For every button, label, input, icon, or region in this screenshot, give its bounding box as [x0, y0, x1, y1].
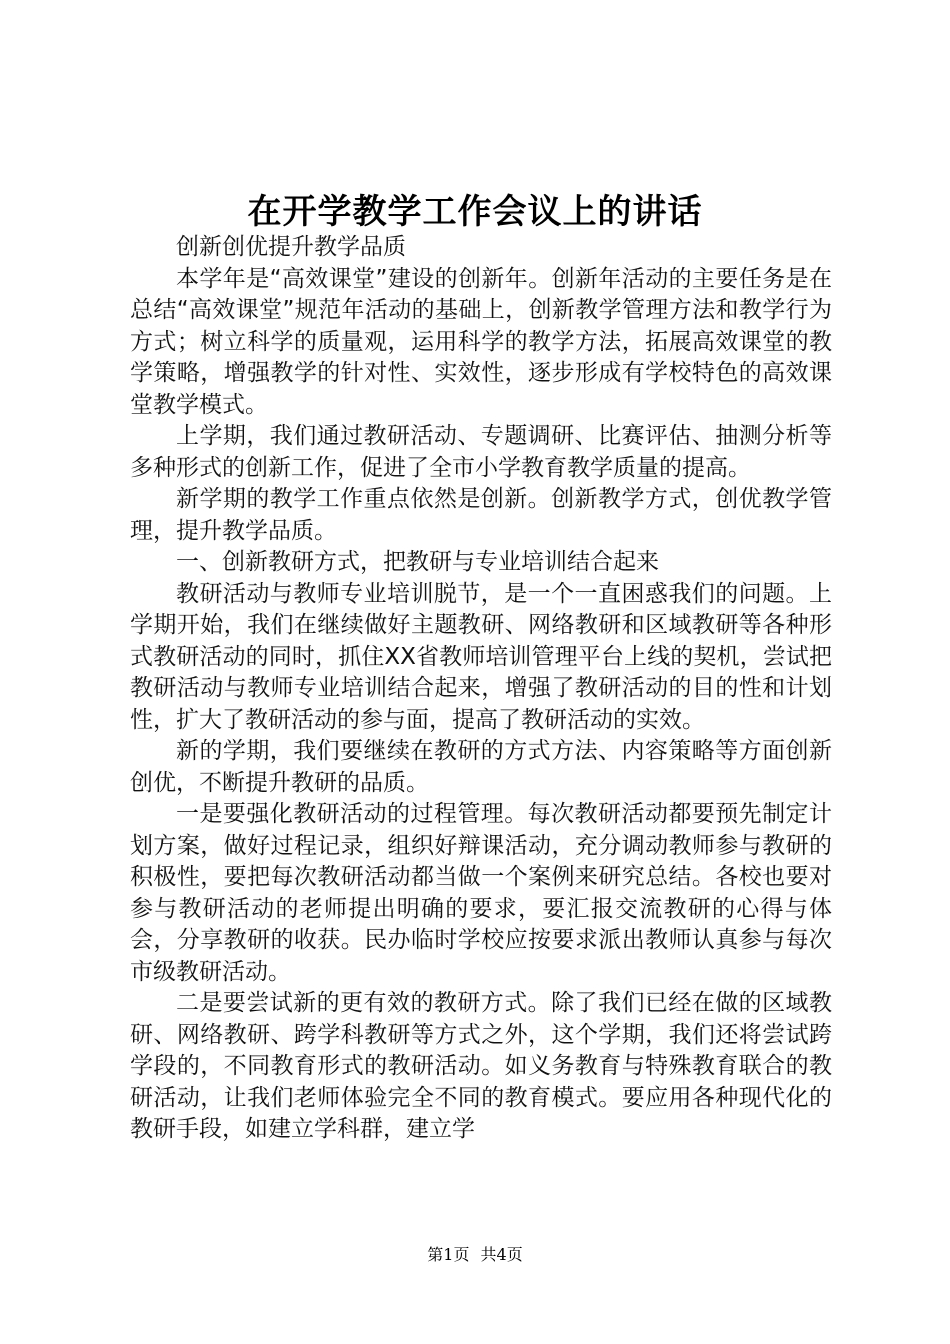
- body-paragraph: 本学年是“高效课堂”建设的创新年。创新年活动的主要任务是在总结“高效课堂”规范年活动的基础上，创新教学管理方法和教学行为方式；树立科学的质量观，运用科学的教学方法，拓展高效课堂的教学策略，增强教学的针对性、实效性，逐步形成有学校特色的高效课堂教学模式。: [130, 265, 832, 418]
- section-heading: 一、创新教研方式，把教研与专业培训结合起来: [176, 549, 659, 575]
- body-paragraph: 教研活动与教师专业培训脱节，是一个一直困惑我们的问题。上学期开始，我们在继续做好主题教研、网络教研和区域教研等各种形式教研活动的同时，抓住XX省教师培训管理平台上线的契机，尝试把教研活动与教师专业培训结合起来，增强了教研活动的目的性和计划性，扩大了教研活动的参与面，提高了教研活动的实效。: [130, 580, 832, 733]
- body-paragraph: 二是要尝试新的更有效的教研方式。除了我们已经在做的区域教研、网络教研、跨学科教研等方式之外，这个学期，我们还将尝试跨学段的，不同教育形式的教研活动。如义务教育与特殊教育联合的教研活动，让我们老师体验完全不同的教育模式。要应用各种现代化的教研手段，如建立学科群，建立学: [130, 990, 832, 1142]
- body-paragraph: 新的学期，我们要继续在教研的方式方法、内容策略等方面创新创优，不断提升教研的品质。: [130, 738, 832, 796]
- body-paragraph: 一是要强化教研活动的过程管理。每次教研活动都要预先制定计划方案，做好过程记录，组织好辩课活动，充分调动教师参与教研的积极性，要把每次教研活动都当做一个案例来研究总结。各校也要对参与教研活动的老师提出明确的要求，要汇报交流教研的心得与体会，分享教研的收获。民办临时学校应按要求派出教师认真参与每次市级教研活动。: [130, 801, 832, 985]
- page-number: 第1页: [427, 1245, 470, 1264]
- subtitle-paragraph: 创新创优提升教学品质: [176, 234, 406, 260]
- document-title: 在开学教学工作会议上的讲话: [247, 192, 703, 232]
- body-paragraph: 上学期，我们通过教研活动、专题调研、比赛评估、抽测分析等多种形式的创新工作，促进了全市小学教育教学质量的提高。: [130, 423, 832, 481]
- page-footer: [0, 1242, 950, 1265]
- body-paragraph: 新学期的教学工作重点依然是创新。创新教学方式，创优教学管理，提升教学品质。: [130, 486, 832, 544]
- page-total: 共4页: [480, 1245, 523, 1264]
- document-body: [130, 232, 832, 1146]
